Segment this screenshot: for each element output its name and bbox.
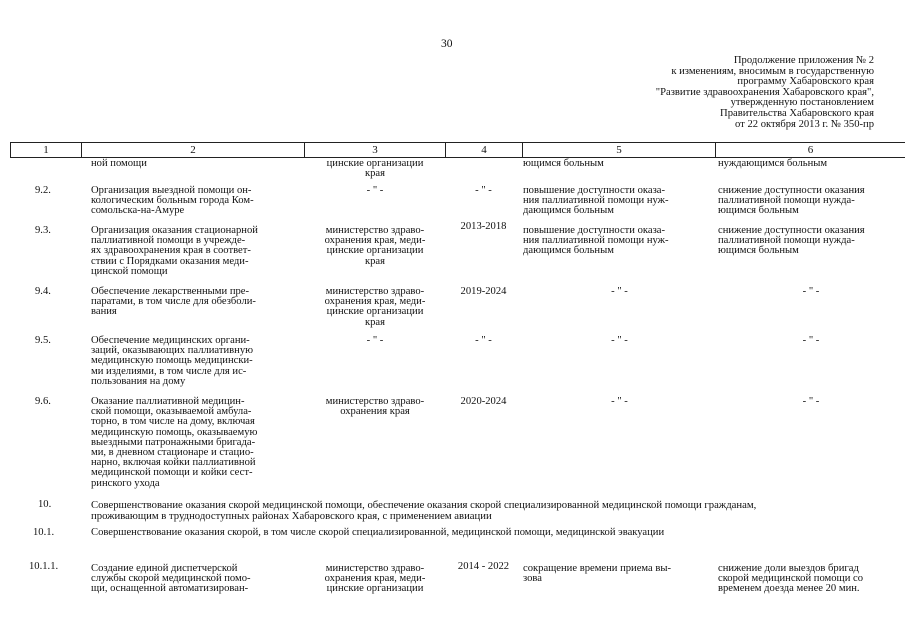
row-executor: министерство здраво- охранения края, меди- цинские организации	[324, 563, 426, 595]
column-header-3: 3	[304, 143, 445, 157]
row-result: сокращение времени приема вы- зова	[523, 563, 672, 585]
row-period: 2014 - 2022	[457, 561, 510, 572]
section-number: 10.	[38, 499, 52, 510]
row-risk: снижение доступности оказания паллиативной помощи нужда- ющимся больным	[718, 185, 865, 217]
header-line: Продолжение приложения № 2	[733, 55, 874, 66]
section-number: 10.1.	[33, 527, 55, 538]
appendix-header	[574, 56, 874, 130]
continuation-name: ной помощи	[91, 158, 147, 169]
header-line: "Развитие здравоохранения Хабаровского края",	[655, 86, 874, 98]
row-executor: министерство здраво- охранения края	[325, 396, 425, 418]
row-risk: - " -	[802, 286, 820, 297]
header-line: программу Хабаровского края	[737, 76, 874, 88]
row-risk: - " -	[802, 396, 820, 407]
row-name: Организация выездной помощи он- кологическим больным города Ком- сомольска-на-Амуре	[91, 185, 254, 217]
row-number: 10.1.1.	[29, 561, 59, 572]
row-risk: - " -	[802, 335, 820, 346]
row-number: 9.6.	[35, 396, 51, 407]
row-number: 9.3.	[35, 225, 51, 236]
continuation-risk: нуждающимся больным	[718, 158, 828, 169]
page-number: 30	[441, 38, 453, 50]
row-risk: снижение доли выездов бригад скорой медицинской помощи со временем доезда менее 20 мин.	[718, 563, 864, 595]
row-number: 9.2.	[35, 185, 51, 196]
row-result: - " -	[611, 286, 628, 297]
row-period: - " -	[475, 185, 492, 196]
header-line: от 22 октября 2013 г. № 350-пр	[735, 118, 874, 130]
continuation-executor: цинские организации края	[326, 158, 424, 180]
row-result: повышение доступности оказа- ния паллиативной помощи нуж- дающимся больным	[523, 185, 669, 217]
row-name: Организация оказания стационарной паллиативной помощи в учрежде- ях здравоохранения края в соответ- ствии с Порядками оказания меди- цинской помощи	[91, 225, 258, 277]
row-period: 2013-2018	[460, 221, 507, 232]
continuation-result: ющимся больным	[523, 158, 604, 169]
column-header-4: 4	[445, 143, 522, 157]
column-header-1: 1	[10, 143, 81, 157]
row-name: Обеспечение лекарственными пре- паратами, в том числе для обезболи- вания	[91, 286, 256, 318]
row-executor: - " -	[366, 185, 384, 196]
column-header-5: 5	[522, 143, 715, 157]
row-executor: министерство здраво- охранения края, меди- цинские организации края	[324, 286, 426, 328]
header-line: к изменениям, вносимым в государственную	[671, 65, 874, 77]
row-name: Создание единой диспетчерской службы скорой медицинской помо- щи, оснащенной автоматизирован-	[91, 563, 251, 595]
row-name: Обеспечение медицинских органи- заций, оказывающих паллиативную медицинскую помощь медицински- ми изделиями, в том числе для ис- пользования на дому	[91, 335, 254, 387]
section-title: Совершенствование оказания скорой медицинской помощи, обеспечение оказания скорой специализированной медицинской помощи гражданам, проживающим в труднодоступных районах Хабаровского края, с применением авиации	[91, 499, 757, 522]
row-period: - " -	[475, 335, 492, 346]
header-line: утвержденную постановлением	[730, 97, 874, 109]
table-column-header-row	[10, 142, 905, 158]
row-risk: снижение доступности оказания паллиативной помощи нужда- ющимся больным	[718, 225, 865, 257]
row-executor: - " -	[366, 335, 384, 346]
row-period: 2019-2024	[460, 286, 507, 297]
row-result: повышение доступности оказа- ния паллиативной помощи нуж- дающимся больным	[523, 225, 669, 257]
column-header-6: 6	[715, 143, 905, 157]
header-line: Правительства Хабаровского края	[720, 107, 874, 119]
column-header-2: 2	[81, 143, 304, 157]
row-number: 9.4.	[35, 286, 51, 297]
row-result: - " -	[611, 335, 628, 346]
row-number: 9.5.	[35, 335, 51, 346]
row-period: 2020-2024	[460, 396, 507, 407]
row-result: - " -	[611, 396, 628, 407]
section-title: Совершенствование оказания скорой, в том числе скорой специализированной, медицинской помощи, медицинской эвакуации	[91, 527, 665, 538]
row-name: Оказание паллиативной медицин- ской помощи, оказываемой амбула- торно, в том числе на дому, включая медицинскую помощь, оказываемую выездными патронажными бригада- ми, в дневном стационаре и стацио- нарно, включая койки паллиативной медицинской помощи и койки сест- ринского ухода	[91, 396, 258, 489]
row-executor: министерство здраво- охранения края, меди- цинские организации края	[324, 225, 426, 267]
